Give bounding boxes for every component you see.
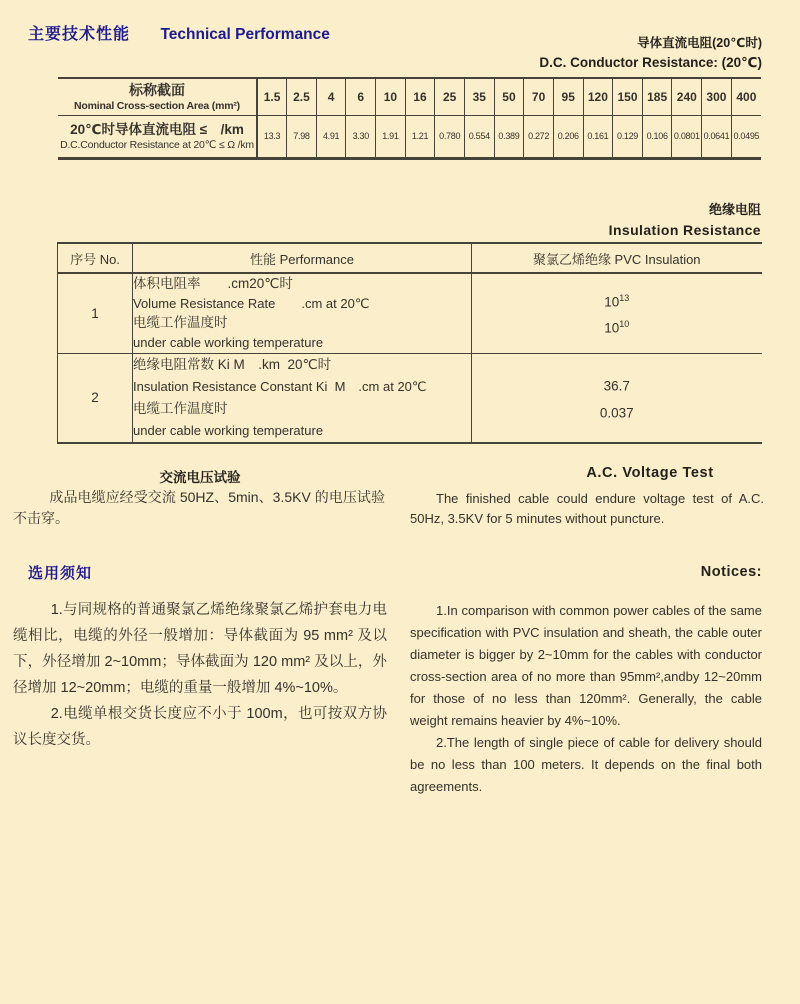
pvc-value: 0.037: [599, 405, 634, 420]
row-number: 1: [58, 273, 133, 353]
dc-areas-label-cell: [58, 78, 257, 115]
cross-section-area-value: 120: [583, 78, 613, 115]
notice-paragraph-en: 1.In comparison with common power cables of the same specification with PVC insulation and sheath, the cable outer diameter is bigger by 2~10mm for the cables with conductor cross-section area of no more than 95mm²,andby 12~20mm for those of no less than 120mm². Generally, the cable weight remains heavier by 4%~10%.: [410, 603, 762, 728]
insulation-col-no-header: 序号 No.: [58, 243, 133, 273]
ac-voltage-test-title-en: A.C. Voltage Test: [586, 465, 714, 481]
ac-voltage-test-body-en: The finished cable could endure voltage test of A.C. 50Hz, 3.5KV for 5 minutes without puncture.: [410, 491, 764, 526]
insulation-heading-en: Insulation Resistance: [608, 222, 761, 238]
performance-line: 绝缘电阻常数 Ki M .km 20℃时: [133, 356, 332, 372]
performance-line: under cable working temperature: [133, 334, 324, 350]
dc-resistance-value: 0.0641: [702, 115, 732, 158]
notices-body-zh: [13, 597, 387, 753]
page-title-zh: 主要技术性能: [28, 26, 131, 43]
dc-resistance-value: 0.780: [435, 115, 465, 158]
notices-title-en: Notices:: [700, 564, 762, 580]
dc-resistance-heading-zh: 导体直流电阻(20℃时): [637, 36, 762, 50]
notices-body-en: [410, 600, 762, 798]
performance-line: 电缆工作温度时: [133, 315, 228, 331]
dc-resistance-heading-en: D.C. Conductor Resistance: (20℃): [539, 55, 762, 70]
cross-section-area-value: 2.5: [287, 78, 317, 115]
pvc-value-cell: [472, 273, 762, 353]
ac-voltage-test-title-zh: 交流电压试验: [159, 470, 241, 485]
dc-resistance-value: 0.161: [583, 115, 613, 158]
insulation-resistance-heading: [609, 199, 761, 241]
insulation-heading-zh: 绝缘电阻: [708, 202, 761, 217]
page-title: [28, 21, 330, 44]
notice-paragraph-en: 2.The length of single piece of cable for delivery should be no less than 100 meters. It depends on the final both agreements.: [410, 735, 762, 794]
dc-resistance-value: 0.106: [642, 115, 672, 158]
dc-resistance-value: 1.21: [405, 115, 435, 158]
performance-cell: [133, 353, 472, 443]
dc-resistance-heading: [539, 34, 762, 72]
dc-resistance-value: 0.554: [464, 115, 494, 158]
dc-resistance-table: [58, 77, 761, 160]
performance-cell: [133, 273, 472, 353]
pvc-value: 36.7: [603, 378, 630, 394]
pvc-value: $10^{13}$: [604, 292, 630, 310]
ac-voltage-test-body-zh: 成品电缆应经受交流 50HZ、5min、3.5KV 的电压试验不击穿。: [13, 489, 385, 526]
cross-section-area-value: 50: [494, 78, 524, 115]
notice-paragraph-zh: 1.与同规格的普通聚氯乙烯绝缘聚氯乙烯护套电力电缆相比，电缆的外径一般增加：导体截面为 95 mm² 及以下，外径增加 2~10mm；导体截面为 120 mm² 及以上，外径增加 12~20mm；电缆的重量一般增加 4%~10%。: [13, 602, 387, 696]
cross-section-area-value: 300: [702, 78, 732, 115]
cross-section-area-value: 4: [316, 78, 346, 115]
cross-section-area-value: 70: [524, 78, 554, 115]
cross-section-area-value: 95: [553, 78, 583, 115]
dc-resistance-value: 0.389: [494, 115, 524, 158]
dc-resistance-value: 0.206: [553, 115, 583, 158]
notice-paragraph-zh: 2.电缆单根交货长度应不小于 100m，也可按双方协议长度交货。: [13, 706, 387, 748]
cross-section-area-value: 150: [613, 78, 643, 115]
dc-resistance-value: 4.91: [316, 115, 346, 158]
dc-areas-label-en: Nominal Cross-section Area (mm²): [74, 99, 240, 112]
cross-section-area-value: 240: [672, 78, 702, 115]
performance-line: 体积电阻率 .cm20℃时: [133, 276, 293, 292]
dc-resistance-value: 0.0801: [672, 115, 702, 158]
dc-resistance-value: 0.272: [524, 115, 554, 158]
notices-title-zh: 选用须知: [28, 565, 93, 582]
insulation-col-pvc-header: 聚氯乙烯绝缘 PVC Insulation: [472, 243, 762, 273]
dc-resistance-value: 13.3: [257, 115, 287, 158]
insulation-resistance-table: [57, 242, 762, 444]
cross-section-area-value: 400: [731, 78, 761, 115]
dc-values-row: [58, 115, 761, 158]
pvc-value: $10^{10}$: [604, 319, 630, 336]
cross-section-area-value: 16: [405, 78, 435, 115]
performance-line: Insulation Resistance Constant Ki M .cm at 20℃: [133, 378, 427, 394]
performance-line: 电缆工作温度时: [133, 400, 228, 416]
insulation-col-performance-header: 性能 Performance: [133, 243, 472, 273]
page-title-en: Technical Performance: [160, 26, 330, 43]
cross-section-area-value: 25: [435, 78, 465, 115]
dc-areas-label-zh: 标称截面: [129, 81, 185, 98]
table-row: [58, 273, 762, 353]
dc-resistance-value: 1.91: [376, 115, 406, 158]
dc-resistance-value: 0.129: [613, 115, 643, 158]
cross-section-area-value: 6: [346, 78, 376, 115]
cross-section-area-value: 35: [464, 78, 494, 115]
dc-resistance-value: 3.30: [346, 115, 376, 158]
dc-resistance-value: 7.98: [287, 115, 317, 158]
performance-line: Volume Resistance Rate .cm at 20℃: [133, 295, 370, 311]
row-number: 2: [91, 390, 99, 405]
cross-section-area-value: 10: [376, 78, 406, 115]
table-row: [58, 353, 762, 443]
insulation-header-row: [58, 243, 762, 273]
dc-values-label-en: D.C.Conductor Resistance at 20℃ ≤ Ω /km: [60, 138, 254, 151]
dc-values-label-zh: 20℃时导体直流电阻 ≤ /km: [70, 121, 244, 137]
dc-values-label-cell: [58, 115, 257, 158]
dc-resistance-value: 0.0495: [731, 115, 761, 158]
performance-line: under cable working temperature: [133, 422, 324, 438]
cross-section-area-value: 1.5: [257, 78, 287, 115]
pvc-value-cell: [472, 353, 762, 443]
dc-areas-row: [58, 78, 761, 115]
cross-section-area-value: 185: [642, 78, 672, 115]
